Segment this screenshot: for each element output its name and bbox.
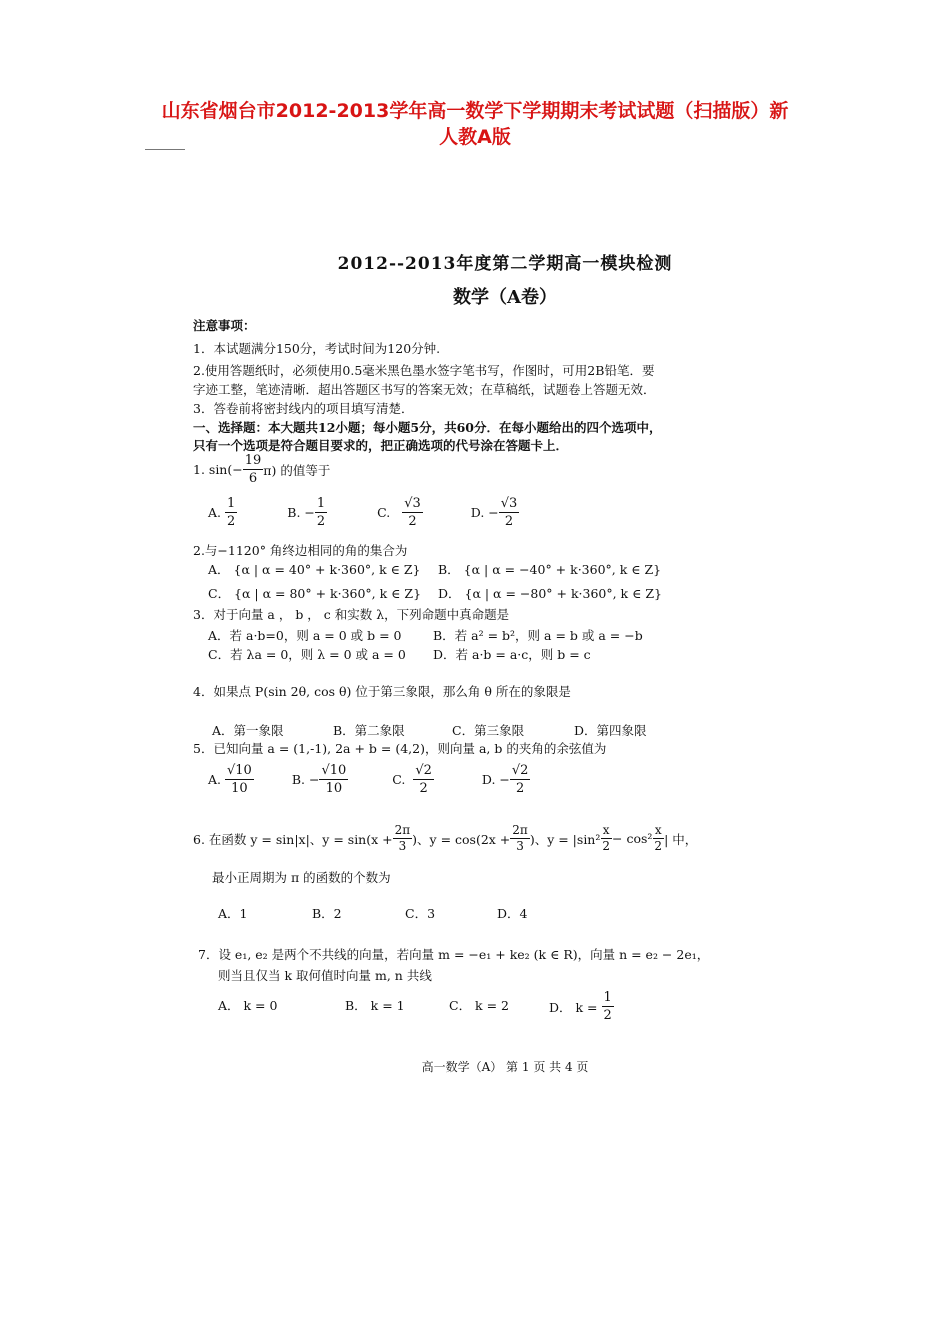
document-title-line1: 山东省烟台市2012-2013学年高一数学下学期期末考试试题（扫描版）新 bbox=[161, 100, 789, 122]
question-7-stem-line2: 则当且仅当 k 取何值时向量 m, n 共线 bbox=[218, 968, 432, 983]
q3-option-b: B．若 a² = b²，则 a = b 或 a = −b bbox=[433, 628, 643, 643]
q6-option-d: D．4 bbox=[497, 906, 528, 921]
q1-option-c-label: C. bbox=[377, 505, 391, 520]
q5-option-c-label: C. bbox=[392, 772, 406, 787]
q2-option-c: C． {α | α = 80° + k·360°, k ∈ Z} bbox=[208, 586, 422, 601]
q1-option-a-value bbox=[225, 495, 237, 530]
q1-option-b-value bbox=[315, 495, 327, 530]
q5-option-c-value bbox=[413, 762, 434, 797]
note-2-line1: 2.使用答题纸时，必须使用0.5毫米黑色墨水签字笔书写，作图时，可用2B铅笔．要 bbox=[193, 363, 655, 378]
page-footer: 高一数学（A） 第 1 页 共 4 页 bbox=[421, 1060, 589, 1074]
note-2-line2: 字迹工整，笔迹清晰．超出答题区书写的答案无效；在草稿纸，试题卷上答题无效． bbox=[193, 382, 656, 397]
q5-option-b-label: B. − bbox=[291, 772, 320, 787]
q5-option-a-label: A. bbox=[208, 772, 222, 787]
q4-option-c: C．第三象限 bbox=[452, 723, 525, 738]
q2-option-d: D． {α | α = −80° + k·360°, k ∈ Z} bbox=[438, 586, 662, 601]
q1-d-den: 2 bbox=[504, 514, 514, 529]
q6-frac2-den: 3 bbox=[516, 839, 524, 853]
q3-option-c: C．若 λa = 0，则 λ = 0 或 a = 0 bbox=[208, 647, 406, 662]
q1-option-d-label: D. − bbox=[470, 505, 499, 520]
q1-c-num: √3 bbox=[404, 496, 421, 511]
q5-d-num: √2 bbox=[511, 763, 529, 778]
q1-a-den: 2 bbox=[227, 514, 236, 529]
q5-option-d-label: D. − bbox=[481, 772, 510, 787]
question-6-stem bbox=[193, 823, 697, 854]
q2-option-a: A． {α | α = 40° + k·360°, k ∈ Z} bbox=[208, 562, 421, 577]
note-1: 1．本试题满分150分，考试时间为120分钟. bbox=[193, 341, 441, 356]
question-1-options bbox=[208, 495, 519, 530]
question-7-stem: 7．设 e₁, e₂ 是两个不共线的向量，若向量 m = −e₁ + ke₂ (k ∈ R)，向量 n = e₂ − 2e₁， bbox=[198, 947, 710, 962]
q1-d-num: √3 bbox=[500, 496, 518, 511]
q5-option-b-value bbox=[319, 762, 348, 797]
question-5-stem: 5．已知向量 a = (1,-1), 2a + b = (4,2)，则向量 a, b 的夹角的余弦值为 bbox=[193, 741, 607, 756]
q2-option-b: B． {α | α = −40° + k·360°, k ∈ Z} bbox=[438, 562, 662, 577]
q6-frac3 bbox=[600, 823, 612, 854]
divider bbox=[145, 149, 185, 150]
q1-option-c-value bbox=[402, 495, 423, 530]
q5-d-den: 2 bbox=[516, 781, 525, 796]
q6-frac2 bbox=[510, 823, 530, 854]
q1-b-den: 2 bbox=[316, 514, 326, 529]
q1-suffix: π) 的值等于 bbox=[263, 462, 331, 478]
q1-den: 6 bbox=[248, 471, 258, 486]
q7-option-d bbox=[549, 989, 614, 1024]
q1-option-a-label: A. bbox=[208, 505, 222, 520]
q6-option-a: A．1 bbox=[218, 906, 248, 921]
q1-fraction bbox=[243, 452, 264, 487]
q6-part1: 6. 在函数 y = sin|x|、y = sin(x + bbox=[193, 831, 393, 847]
q7-option-d-value bbox=[602, 989, 614, 1024]
q7-option-b: B． k = 1 bbox=[345, 998, 405, 1013]
document-title-line2: 人教A版 bbox=[439, 126, 511, 148]
q5-b-num: √10 bbox=[321, 763, 347, 778]
note-3: 3．答卷前将密封线内的项目填写清楚． bbox=[193, 401, 414, 416]
q5-option-d-value bbox=[510, 762, 531, 797]
q6-frac3-den: 2 bbox=[602, 839, 611, 853]
q6-frac4-num: x bbox=[654, 823, 662, 837]
q5-b-den: 10 bbox=[325, 781, 343, 796]
question-2-stem: 2.与−1120° 角终边相同的角的集合为 bbox=[193, 543, 408, 558]
q7-d-den: 2 bbox=[603, 1008, 612, 1023]
q1-num: 19 bbox=[244, 453, 262, 468]
q6-part2: )、y = cos(2x + bbox=[412, 831, 511, 847]
q4-option-b: B．第二象限 bbox=[333, 723, 405, 738]
q7-d-num: 1 bbox=[603, 990, 612, 1005]
question-6-stem-line2: 最小正周期为 π 的函数的个数为 bbox=[212, 870, 391, 885]
q6-part5: | 中， bbox=[664, 831, 698, 847]
q7-option-d-label: D． k = bbox=[549, 999, 598, 1015]
q6-frac4 bbox=[652, 823, 664, 854]
q3-option-d: D．若 a·b = a·c，则 b = c bbox=[433, 647, 591, 662]
q6-frac4-den: 2 bbox=[654, 839, 663, 853]
document-title bbox=[90, 98, 860, 150]
q3-option-a: A．若 a·b=0，则 a = 0 或 b = 0 bbox=[208, 628, 402, 643]
notes-heading: 注意事项： bbox=[193, 318, 256, 333]
q4-option-d: D．第四象限 bbox=[574, 723, 647, 738]
q5-a-num: √10 bbox=[227, 763, 252, 778]
q1-c-den: 2 bbox=[408, 514, 417, 529]
question-3-stem: 3．对于向量 a ， b ， c 和实数 λ，下列命题中真命题是 bbox=[193, 607, 510, 622]
section-header-line2: 只有一个选项是符合题目要求的，把正确选项的代号涂在答题卡上． bbox=[193, 438, 569, 453]
q6-frac3-num: x bbox=[602, 823, 610, 837]
q6-part4: − cos² bbox=[612, 831, 653, 846]
q1-option-d-value bbox=[499, 495, 520, 530]
q1-a-num: 1 bbox=[227, 496, 236, 511]
q7-option-c: C． k = 2 bbox=[449, 998, 509, 1013]
q6-option-b: B．2 bbox=[312, 906, 342, 921]
q6-frac1 bbox=[393, 823, 413, 854]
q1-option-b-label: B. − bbox=[287, 505, 315, 520]
q6-part3: )、y = |sin² bbox=[529, 831, 601, 847]
q7-option-a: A． k = 0 bbox=[218, 998, 278, 1013]
q5-option-a-value bbox=[225, 762, 254, 797]
q1-prefix: 1. sin(− bbox=[193, 462, 243, 477]
section-header-line1: 一、选择题：本大题共12小题；每小题5分，共60分．在每小题给出的四个选项中， bbox=[193, 420, 662, 435]
q5-c-den: 2 bbox=[419, 781, 428, 796]
exam-subtitle: 数学（A卷） bbox=[453, 287, 557, 308]
q6-frac2-num: 2π bbox=[512, 823, 528, 837]
q1-b-num: 1 bbox=[316, 496, 326, 511]
exam-title: 2012--2013年度第二学期高一模块检测 bbox=[337, 254, 673, 274]
q5-c-num: √2 bbox=[415, 763, 432, 778]
q6-option-c: C．3 bbox=[405, 906, 436, 921]
question-1-stem bbox=[193, 452, 330, 487]
q6-frac1-den: 3 bbox=[398, 839, 407, 853]
q5-a-den: 10 bbox=[231, 781, 248, 796]
question-4-stem: 4．如果点 P(sin 2θ, cos θ) 位于第三象限，那么角 θ 所在的象限是 bbox=[193, 684, 571, 699]
q6-frac1-num: 2π bbox=[394, 823, 411, 837]
q4-option-a: A．第一象限 bbox=[212, 723, 284, 738]
question-5-options bbox=[208, 762, 530, 797]
